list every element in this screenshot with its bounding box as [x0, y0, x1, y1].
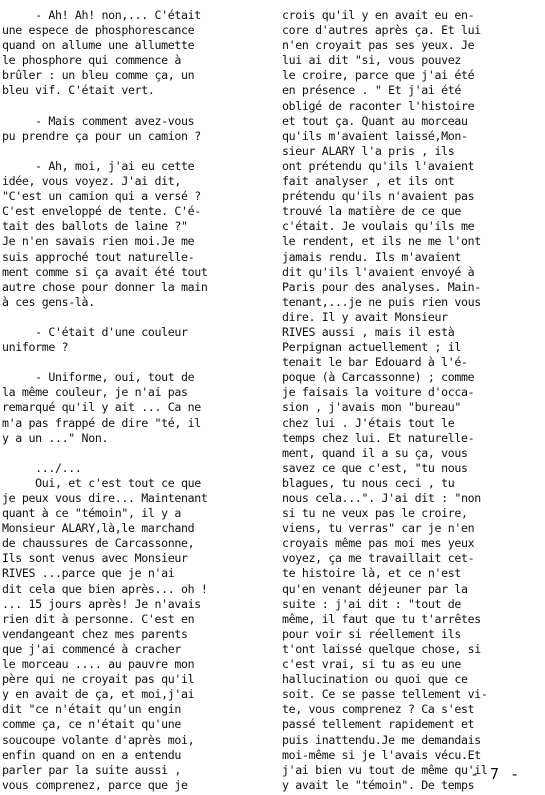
text-line: lui ai dit "si, vous pouvez	[282, 53, 462, 68]
text-line: - Ah, moi, j'ai eu cette	[2, 158, 195, 173]
text-line: Perpignan actuellement ; il	[282, 340, 462, 355]
text-line: crois qu'il y en avait eu en-	[282, 8, 475, 22]
text-line: que j'ai commencé à cracher	[2, 641, 182, 656]
text-line: c'est vrai, si tu as eu une	[282, 657, 462, 672]
text-line: vendangeant chez mes parents	[2, 626, 188, 641]
text-line: y avait le "témoin". De temps	[282, 777, 475, 792]
text-line: dit "ce n'était qu'un engin	[2, 702, 182, 717]
text-line: j'ai bien vu tout de même qu'il	[282, 762, 488, 777]
text-line: poque (à Carcassonne) ; comme	[282, 370, 475, 385]
text-line: et tout ça. Quant au morceau	[282, 113, 468, 128]
text-line: obligé de raconter l'histoire	[282, 98, 475, 113]
text-line: le rendent, et ils ne me l'ont	[282, 234, 481, 249]
text-line: te, vous comprenez ? Ca s'est	[282, 702, 475, 717]
text-line: suite : j'ai dit : "tout de	[282, 596, 462, 611]
text-line: sieur ALARY l'a pris , ils	[282, 143, 455, 158]
text-line: dit qu'ils l'avaient envoyé à	[282, 264, 475, 279]
text-line: - Mais comment avez-vous	[2, 113, 195, 128]
text-line: fait analyser , et ils ont	[282, 174, 455, 189]
text-line: te histoire là, et ce n'est	[282, 566, 462, 581]
text-line: le morceau .... au pauvre mon	[2, 657, 195, 672]
text-line: croyais même pas moi mes yeux	[282, 536, 475, 551]
text-line: le phosphore qui commence à	[2, 53, 182, 68]
right-text-column	[282, 8, 544, 793]
text-line: enfin quand on en a entendu	[2, 747, 182, 762]
text-line	[2, 99, 274, 114]
text-line: à ces gens-là.	[2, 294, 95, 309]
text-line: ment comme si ça avait été tout	[2, 264, 208, 279]
text-line: ont prétendu qu'ils l'avaient	[282, 158, 475, 173]
text-line: Oui, et c'est tout ce que	[2, 475, 201, 490]
text-line	[2, 144, 274, 159]
text-line: dire. Il y avait Monsieur	[282, 309, 448, 324]
text-line: remarqué qu'il y ait ... Ca ne	[2, 400, 201, 415]
text-line: t'ont laissé quelque chose, si	[282, 641, 481, 656]
text-line: vous comprenez, parce que je	[2, 777, 188, 792]
text-line: savez ce que c'est, "tu nous	[282, 460, 468, 475]
text-line: prétendu qu'ils n'avaient pas	[282, 189, 475, 204]
text-line: y a un ..." Non.	[2, 430, 109, 445]
text-line: je peux vous dire... Maintenant	[2, 491, 208, 505]
text-line: RIVES aussi , mais il està	[282, 324, 455, 339]
text-line: bleu vif. C'était vert.	[2, 83, 155, 98]
text-line: quand on allume une allumette	[2, 38, 195, 53]
text-line: jamais rendu. Ils m'avaient	[282, 249, 462, 264]
text-line: pu prendre ça pour un camion ?	[2, 128, 201, 143]
text-line	[2, 446, 274, 461]
text-line: qu'ils m'avaient laissé,Mon-	[282, 128, 468, 143]
text-line: - Uniforme, oui, tout de	[2, 370, 195, 385]
text-line: viens, tu verras" car je n'en	[282, 521, 475, 536]
text-line: ment, quand il a su ça, vous	[282, 445, 468, 460]
text-line: parler par la suite aussi ,	[2, 762, 182, 777]
text-line: rien dit à personne. C'est en	[2, 611, 195, 626]
text-line: autre chose pour donner la main	[2, 279, 208, 294]
text-line: temps chez lui. Et naturelle-	[282, 430, 475, 445]
text-line: hallucination ou quoi que ce	[282, 672, 468, 687]
text-line: nous cela...". J'ai dit : "non	[282, 491, 481, 505]
text-line	[2, 310, 274, 325]
text-line: passé tellement rapidement et	[282, 717, 475, 732]
text-line: core d'autres après ça. Et lui	[282, 23, 481, 38]
text-line: - Ah! Ah! non,... C'était	[2, 8, 201, 22]
text-line: si tu ne veux pas le croire,	[282, 506, 468, 521]
text-line: puis inattendu.Je me demandais	[282, 732, 481, 747]
page-number: - 7 -	[470, 765, 521, 783]
text-line: tenant,...je ne puis rien vous	[282, 294, 481, 309]
text-line: de chaussures de Carcassonne,	[2, 536, 195, 551]
text-line: "C'est un camion qui a versé ?	[2, 189, 201, 204]
text-line: m'a pas frappé de dire "té, il	[2, 415, 201, 430]
text-line: c'était. Je voulais qu'ils me	[282, 219, 475, 234]
text-line: soit. Ce se passe tellement vi-	[282, 687, 488, 702]
text-line: C'est enveloppé de tente. C'é-	[2, 204, 201, 219]
text-line: blagues, tu nous ceci , tu	[282, 475, 455, 490]
text-line: la même couleur, je n'ai pas	[2, 385, 188, 400]
text-line: je faisais la voiture d'occa-	[282, 385, 475, 400]
text-line: sion , j'avais mon "bureau"	[282, 400, 462, 415]
text-line: dit cela que bien après... oh !	[2, 581, 208, 596]
text-line: - C'était d'une couleur	[2, 324, 188, 339]
text-line: trouvé la matière de ce que	[282, 204, 462, 219]
text-line: soucoupe volante d'après moi,	[2, 732, 195, 747]
text-line: idée, vous voyez. J'ai dit,	[2, 174, 182, 189]
text-line: même, il faut que tu t'arrêtes	[282, 611, 481, 626]
text-line: y en avait de ça, et moi,j'ai	[2, 687, 195, 702]
text-line: brûler : un bleu comme ça, un	[2, 68, 195, 83]
text-line: quant à ce "témoin", il y a	[2, 506, 182, 521]
text-line: uniforme ?	[2, 340, 69, 355]
text-line: .../...	[2, 460, 82, 475]
text-line: voyez, ça me travaillait cet-	[282, 551, 475, 566]
text-line: ... 15 jours après! Je n'avais	[2, 596, 201, 611]
text-line: Monsieur ALARY,là,le marchand	[2, 521, 195, 536]
text-line: Je n'en savais rien moi.Je me	[2, 234, 195, 249]
text-line: père qui ne croyait pas qu'il	[2, 672, 195, 687]
text-line: n'en croyait pas ses yeux. Je	[282, 38, 475, 53]
text-line: pour voir si réellement ils	[282, 626, 462, 641]
text-line: RIVES ...parce que je n'ai	[2, 566, 175, 581]
text-line	[2, 355, 274, 370]
text-line: suis approché tout naturelle-	[2, 249, 195, 264]
text-line: comme ça, ce n'était qu'une	[2, 717, 182, 732]
text-line: tait des ballots de laine ?"	[2, 219, 188, 234]
text-line: le croire, parce que j'ai été	[282, 68, 475, 83]
text-line: une espece de phosphorescance	[2, 23, 195, 38]
text-line: tenait le bar Edouard à l'é-	[282, 355, 468, 370]
text-line: moi-même si je l'avais vécu.Et	[282, 747, 481, 762]
text-line: Ils sont venus avec Monsieur	[2, 551, 188, 566]
text-line: qu'en venant déjeuner par la	[282, 581, 468, 596]
text-line: en présence . " Et j'ai été	[282, 83, 462, 98]
text-line: Paris pour des analyses. Main-	[282, 279, 481, 294]
left-text-column	[2, 8, 274, 793]
text-line: chez lui . J'étais tout le	[282, 415, 455, 430]
